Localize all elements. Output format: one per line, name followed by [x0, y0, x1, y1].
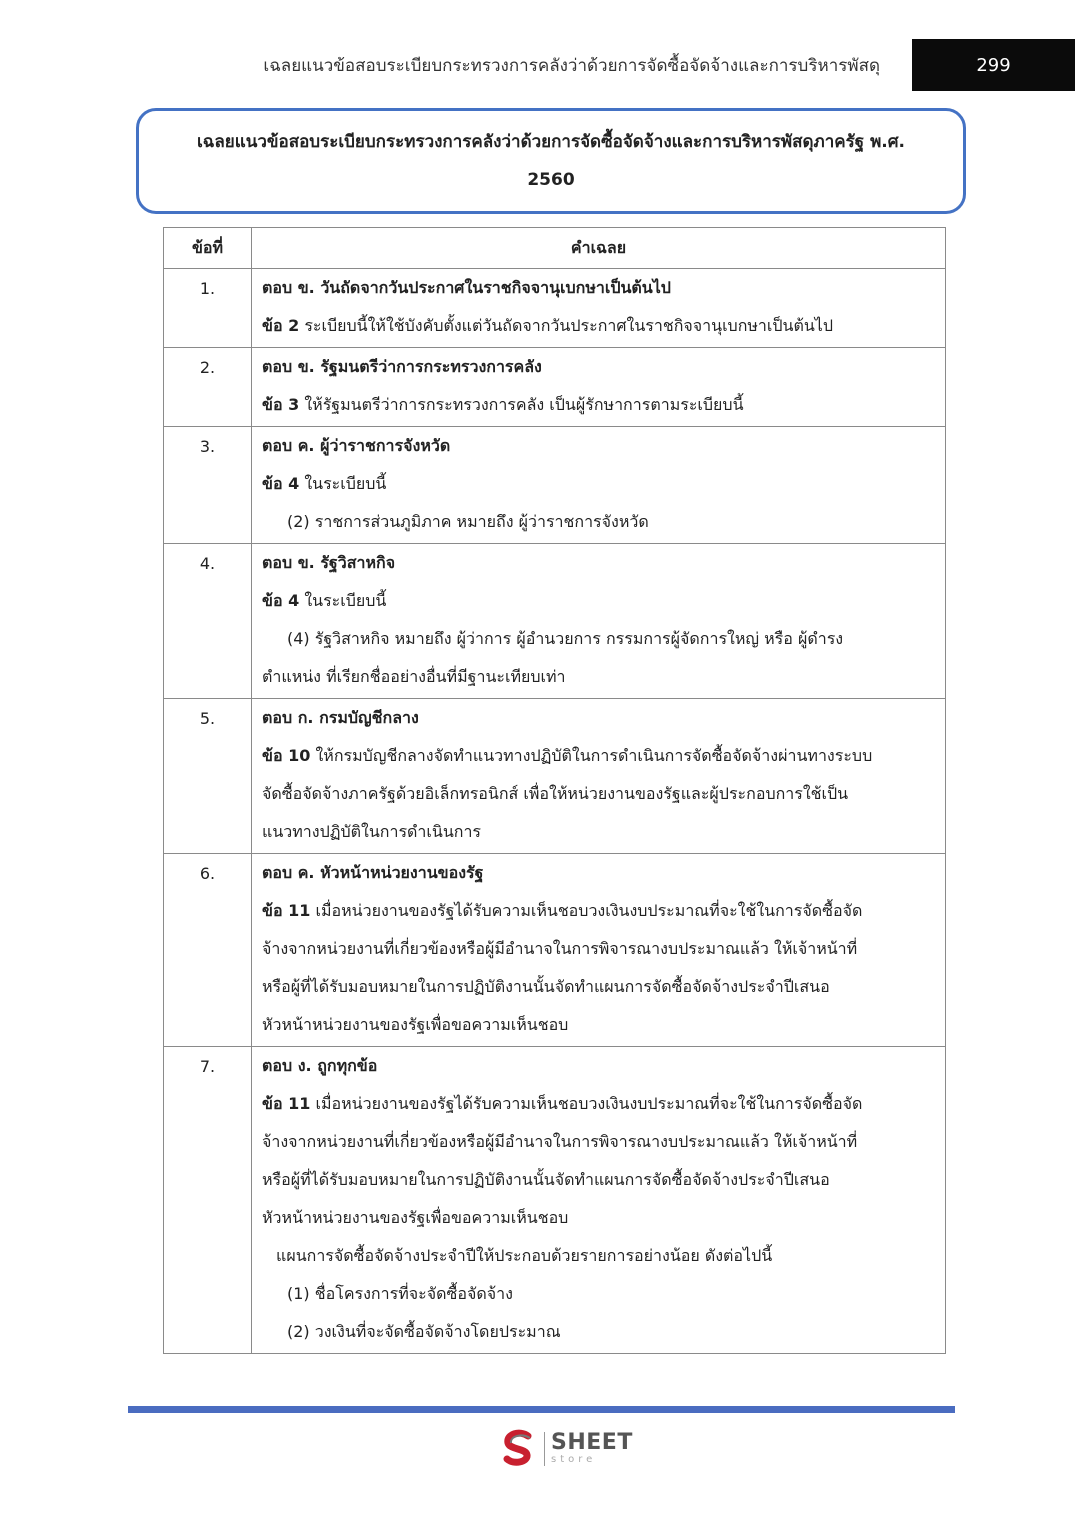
answer-cell — [252, 544, 946, 699]
clause-paragraph: แผนการจัดซื้อจัดจ้างประจำปีให้ประกอบด้วยรายการอย่างน้อย ดังต่อไปนี้ — [276, 1246, 773, 1265]
table-row — [164, 269, 946, 348]
answer-rows — [164, 269, 946, 1354]
clause-continuation: หรือผู้ที่ได้รับมอบหมายในการปฏิบัติงานนั้นจัดทำแผนการจัดซื้อจัดจ้างประจำปีเสนอ — [262, 977, 830, 996]
table-row — [164, 427, 946, 544]
question-number: 7. — [164, 1047, 252, 1354]
answer-cell — [252, 348, 946, 427]
clause-text: ระเบียบนี้ให้ใช้บังคับตั้งแต่วันถัดจากวันประกาศในราชกิจจานุเบกษาเป็นต้นไป — [299, 316, 834, 335]
answer-cell — [252, 854, 946, 1047]
clause-number: ข้อ 11 — [262, 901, 311, 920]
question-number: 5. — [164, 699, 252, 854]
clause-number: ข้อ 4 — [262, 474, 300, 493]
document-title-line-1: เฉลยแนวข้อสอบระเบียบกระทรวงการคลังว่าด้วยการจัดซื้อจัดจ้างและการบริหารพัสดุภาครัฐ พ.ศ. — [196, 132, 906, 152]
clause-subitem: (4) รัฐวิสาหกิจ หมายถึง ผู้ว่าการ ผู้อำนวยการ กรรมการผู้จัดการใหญ่ หรือ ผู้ดำรง — [287, 629, 844, 648]
answer-choice: ตอบ ค. หัวหน้าหน่วยงานของรัฐ — [262, 863, 484, 882]
clause-subitem: ตำแหน่ง ที่เรียกชื่ออย่างอื่นที่มีฐานะเทียบเท่า — [262, 667, 566, 686]
regulation-reference — [262, 892, 937, 930]
clause-number: ข้อ 2 — [262, 316, 300, 335]
table-row — [164, 699, 946, 854]
clause-number: ข้อ 3 — [262, 395, 300, 414]
logo-text — [544, 1432, 633, 1466]
logo-subword: store — [551, 1454, 597, 1465]
regulation-reference — [262, 307, 937, 345]
running-header: เฉลยแนวข้อสอบระเบียบกระทรวงการคลังว่าด้วยการจัดซื้อจัดจ้างและการบริหารพัสดุ — [263, 56, 880, 76]
clause-continuation: จ้างจากหน่วยงานที่เกี่ยวข้องหรือผู้มีอำนาจในการพิจารณางบประมาณแล้ว ให้เจ้าหน้าที่ — [262, 939, 858, 958]
regulation-reference — [262, 1085, 937, 1123]
table-row — [164, 1047, 946, 1354]
clause-number: ข้อ 10 — [262, 746, 311, 765]
answer-choice: ตอบ ง. ถูกทุกข้อ — [262, 1056, 378, 1075]
answer-table — [163, 227, 946, 1354]
answer-choice: ตอบ ข. รัฐมนตรีว่าการกระทรวงการคลัง — [262, 357, 542, 376]
answer-choice: ตอบ ค. ผู้ว่าราชการจังหวัด — [262, 436, 451, 455]
table-row — [164, 854, 946, 1047]
clause-continuation: จ้างจากหน่วยงานที่เกี่ยวข้องหรือผู้มีอำนาจในการพิจารณางบประมาณแล้ว ให้เจ้าหน้าที่ — [262, 1132, 858, 1151]
regulation-reference — [262, 386, 937, 424]
document-title-box — [136, 108, 966, 214]
sheet-store-s-icon — [498, 1428, 540, 1470]
footer-rule — [128, 1406, 955, 1413]
regulation-reference — [262, 465, 937, 503]
clause-continuation: หัวหน้าหน่วยงานของรัฐเพื่อขอความเห็นชอบ — [262, 1208, 569, 1227]
document-title-line-2: 2560 — [527, 170, 575, 190]
question-number: 4. — [164, 544, 252, 699]
table-row — [164, 348, 946, 427]
clause-subitem: (1) ชื่อโครงการที่จะจัดซื้อจัดจ้าง — [287, 1284, 513, 1303]
clause-number: ข้อ 11 — [262, 1094, 311, 1113]
clause-subitem: (2) ราชการส่วนภูมิภาค หมายถึง ผู้ว่าราชการจังหวัด — [287, 512, 649, 531]
clause-text: ในระเบียบนี้ — [299, 591, 387, 610]
clause-text: เมื่อหน่วยงานของรัฐได้รับความเห็นชอบวงเงินงบประมาณที่จะใช้ในการจัดซื้อจัด — [310, 901, 863, 920]
question-number: 6. — [164, 854, 252, 1047]
column-header-number: ข้อที่ — [164, 228, 252, 269]
clause-number: ข้อ 4 — [262, 591, 300, 610]
clause-continuation: แนวทางปฏิบัติในการดำเนินการ — [262, 822, 482, 841]
answer-cell — [252, 269, 946, 348]
answer-choice: ตอบ ข. รัฐวิสาหกิจ — [262, 553, 396, 572]
regulation-reference — [262, 737, 937, 775]
clause-text: ให้กรมบัญชีกลางจัดทำแนวทางปฏิบัติในการดำเนินการจัดซื้อจัดจ้างผ่านทางระบบ — [310, 746, 873, 765]
question-number: 2. — [164, 348, 252, 427]
clause-subitem: (2) วงเงินที่จะจัดซื้อจัดจ้างโดยประมาณ — [287, 1322, 561, 1341]
answer-cell — [252, 427, 946, 544]
sheet-store-logo — [498, 1428, 633, 1470]
answer-choice: ตอบ ก. กรมบัญชีกลาง — [262, 708, 419, 727]
clause-continuation: หรือผู้ที่ได้รับมอบหมายในการปฏิบัติงานนั้นจัดทำแผนการจัดซื้อจัดจ้างประจำปีเสนอ — [262, 1170, 830, 1189]
regulation-reference — [262, 582, 937, 620]
column-header-answer: คำเฉลย — [252, 228, 946, 269]
logo-word: SHEET — [551, 1430, 633, 1455]
answer-table-header — [164, 228, 946, 269]
answer-cell — [252, 1047, 946, 1354]
question-number: 1. — [164, 269, 252, 348]
clause-continuation: หัวหน้าหน่วยงานของรัฐเพื่อขอความเห็นชอบ — [262, 1015, 569, 1034]
question-number: 3. — [164, 427, 252, 544]
answer-choice: ตอบ ข. วันถัดจากวันประกาศในราชกิจจานุเบกษาเป็นต้นไป — [262, 278, 671, 297]
page-number-badge — [912, 39, 1075, 91]
answer-cell — [252, 699, 946, 854]
table-row — [164, 544, 946, 699]
clause-text: ให้รัฐมนตรีว่าการกระทรวงการคลัง เป็นผู้รักษาการตามระเบียบนี้ — [299, 395, 744, 414]
clause-text: ในระเบียบนี้ — [299, 474, 387, 493]
clause-text: เมื่อหน่วยงานของรัฐได้รับความเห็นชอบวงเงินงบประมาณที่จะใช้ในการจัดซื้อจัด — [310, 1094, 863, 1113]
clause-continuation: จัดซื้อจัดจ้างภาครัฐด้วยอิเล็กทรอนิกส์ เพื่อให้หน่วยงานของรัฐและผู้ประกอบการใช้เป็น — [262, 784, 849, 803]
page-number: 299 — [976, 54, 1011, 76]
